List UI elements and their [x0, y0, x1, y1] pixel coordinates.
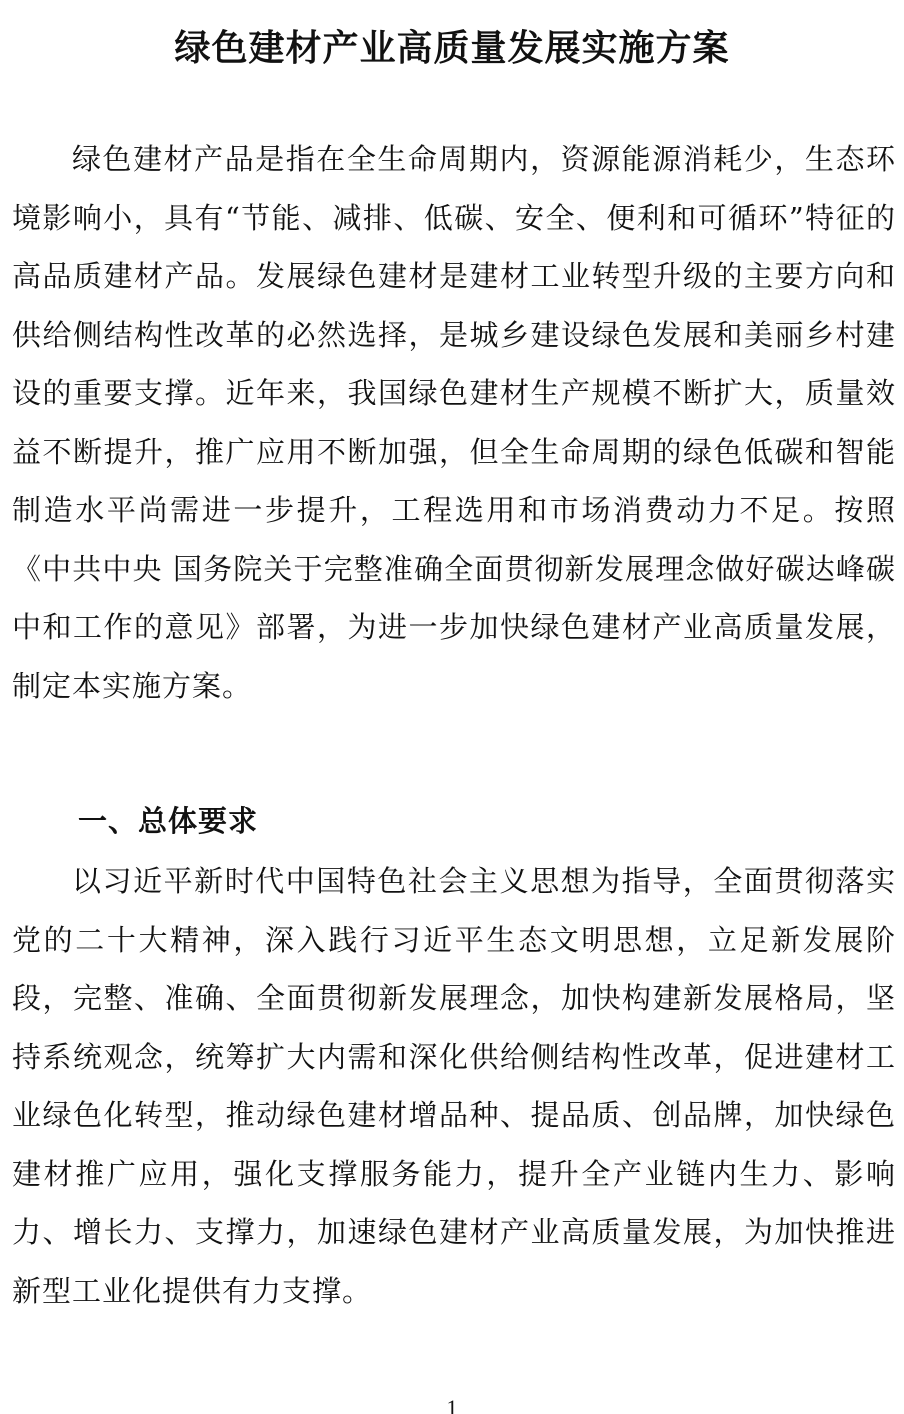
general-requirements-paragraph: 以习近平新时代中国特色社会主义思想为指导，全面贯彻落实党的二十大精神，深入践行习近平生态文明思想，立足新发展阶段，完整、准确、全面贯彻新发展理念，加快构建新发展格局，坚持系统观念，统筹扩大内需和深化供给侧结构性改革，促进建材工业绿色化转型，推动绿色建材增品种、提品质、创品牌，加快绿色建材推广应用，强化支撑服务能力，提升全产业链内生力、影响力、增长力、支撑力，加速绿色建材产业高质量发展，为加快推进新型工业化提供有力支撑。 — [12, 864, 896, 1308]
intro-paragraph: 绿色建材产品是指在全生命周期内，资源能源消耗少，生态环境影响小，具有“节能、减排、低碳、安全、便利和可循环”特征的高品质建材产品。发展绿色建材是建材工业转型升级的主要方向和供给侧结构性改革的必然选择，是城乡建设绿色发展和美丽乡村建设的重要支撑。近年来，我国绿色建材生产规模不断扩大，质量效益不断提升，推广应用不断加强，但全生命周期的绿色低碳和智能制造水平尚需进一步提升，工程选用和市场消费动力不足。按照《中共中央 国务院关于完整准确全面贯彻新发展理念做好碳达峰碳中和工作的意见》部署，为进一步加快绿色建材产业高质量发展，制定本实施方案。 — [12, 142, 896, 703]
section-heading-general-requirements: 一、总体要求 — [78, 804, 259, 838]
page-number: 1 — [446, 1395, 458, 1414]
document-title: 绿色建材产业高质量发展实施方案 — [174, 27, 730, 69]
